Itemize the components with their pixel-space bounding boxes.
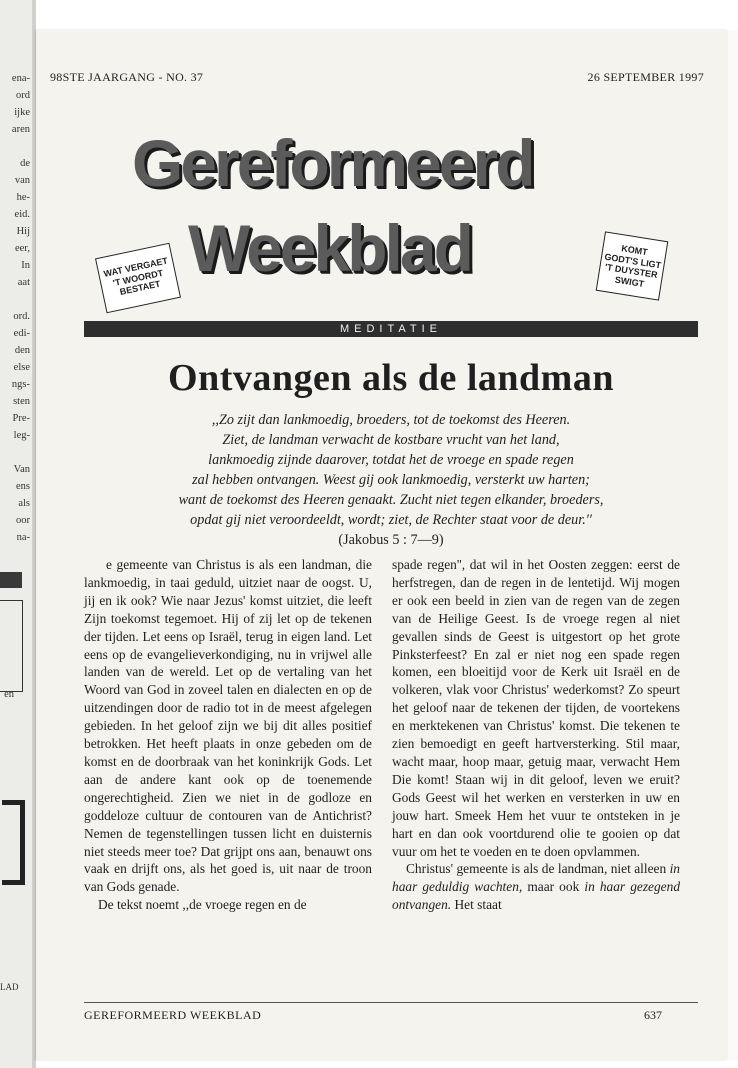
left-fragment: aren (11, 124, 30, 135)
motto-right-text: KOMT GODT'S LIGT 'T DUYSTER SWIGT (603, 243, 662, 289)
issue-date: 26 SEPTEMBER 1997 (587, 70, 704, 84)
quote-line: opdat gij niet veroordeeldt, wordt; ziet, de Rechter staat voor de deur.'' (190, 512, 592, 528)
left-fragment: eer, (14, 243, 30, 254)
masthead (50, 70, 704, 84)
emphasis: in haar geduldig wachten, (392, 861, 680, 895)
left-fragment: Van (13, 464, 30, 475)
left-fragment: In (21, 260, 30, 271)
quote-line: ,,Zo zijt dan lankmoedig, broeders, tot de toekomst des Heeren. (211, 412, 571, 428)
left-fragment: he- (16, 192, 30, 203)
page-content (36, 30, 728, 1060)
left-fragment: edi- (13, 328, 30, 339)
left-fragment: van (14, 175, 30, 186)
column-1 (84, 556, 372, 914)
motto-stamp-left (95, 243, 181, 314)
left-fragment: aat (17, 277, 30, 288)
left-fragment: als (18, 498, 30, 509)
article-title: Ontvangen als de landman (168, 357, 614, 399)
motto-left-text: WAT VERGAET 'T WOORDT BESTAET (102, 255, 169, 298)
text-run: Christus' gemeente is als de landman, niet alleen (406, 861, 670, 877)
left-fragment: sten (13, 396, 30, 407)
quote-line: zal hebben ontvangen. Weest gij ook lankmoedig, versterkt uw harten; (192, 472, 590, 488)
quote-line: lankmoedig zijnde daarover, totdat het de vroege en spade regen (208, 452, 574, 468)
footer-rule (84, 1002, 698, 1003)
left-fragment: else (13, 362, 30, 373)
left-fragment: ord (16, 90, 30, 101)
left-fragment: ena- (11, 73, 30, 84)
scripture-quote (96, 410, 686, 550)
left-fragment: en (4, 689, 14, 700)
quote-line: Ziet, de landman verwacht de kostbare vrucht van het land, (222, 432, 560, 448)
page-edge (728, 30, 738, 1060)
left-fragment: Pre- (12, 413, 30, 424)
text-run: Het staat (451, 897, 502, 913)
left-fragment: ijke (14, 107, 30, 118)
left-thick-frame (2, 800, 25, 885)
quote-line: want de toekomst des Heeren genaakt. Zucht niet tegen elkander, broeders, (178, 492, 604, 508)
text-run: maar ook (522, 879, 585, 895)
column-1-para-1: e gemeente van Christus is als een landman, die lankmoedig, in taai geduld, uitziet naar de oogst. U, jij en ik ook? Wie naar Jezus' komst uitziet, die leeft Zijn toekomst tegemoet. Hij of zij let op de tekenen der tijden. Let eens op Israël, terug in eigen land. Let eens op de evangelieverkondiging, nu in vrijwel alle landen van de wereld. Let op de vertaling van het Woord van God in zoveel talen en dialecten en op de uitzendingen door de radio tot in de meest afgelegen gebieden. In het geloof zijn we bij dit alles positief betrokken. Het heeft plaats in onze gebeden om de komst en de doorbraak van het koninkrijk Gods. Let aan de andere kant ook op de toenemende ongerechtigheid. Zien we niet in de godloze en goddeloze cultuur de contouren van de Antichrist? Nemen de tegenstellingen tussen licht en duisternis niet steeds meer toe? Dat grijpt ons aan, benauwt ons vaak en drijft ons, als het goed is, uit naar de troon van Gods genade. (84, 557, 372, 895)
footer-publication: GEREFORMEERD WEEKBLAD (84, 1008, 262, 1022)
left-facing-page (0, 0, 32, 1068)
left-fragment: leg- (13, 430, 30, 441)
left-fragment: eid. (14, 209, 30, 220)
section-banner: MEDITATIE (84, 321, 698, 337)
logo-line-2: Weekblad (188, 211, 471, 285)
left-fragment: ens (16, 481, 30, 492)
left-fragment: na- (16, 532, 30, 543)
left-dark-bar (0, 572, 22, 588)
left-fragment: oor (16, 515, 30, 526)
paragraph (84, 556, 372, 896)
issue-info: 98STE JAARGANG - NO. 37 (50, 70, 204, 84)
quote-reference: (Jakobus 5 : 7—9) (338, 532, 444, 548)
logo-line-1: Gereformeerd (132, 126, 533, 200)
left-fragment: ord. (13, 311, 30, 322)
column-2-para-2 (392, 860, 680, 914)
column-2 (392, 556, 680, 914)
column-1-para-2: De tekst noemt ,,de vroege regen en de (98, 897, 307, 913)
left-fragment: Hij (16, 226, 30, 237)
left-fragment: de (20, 158, 30, 169)
left-fragment: ngs- (11, 379, 30, 390)
left-footer-fragment: LAD (0, 982, 19, 992)
motto-stamp-right (596, 231, 669, 300)
column-2-para-1: spade regen'', dat wil in het Oosten zeggen: eerst de herfstregen, dan de regen in de lentetijd. Wij mogen er ook een beeld in zien van de regen van de zegen van de Heilige Geest. Is de vroege regen al niet gevallen sinds de Geest is uitgestort op het grote Pinksterfeest? En zal er niet nog een spade regen komen, een bloeitijd voor de Kerk uit Israël en de volkeren, vlak voor Christus' wederkomst? Zo speurt het geloof naar de tekenen der tijden, de voortekens en merktekenen van Christus' komst. Die tekenen te zien bemoedigt en geeft hartversterking. Stil maar, wacht maar, hoop maar, getuig maar, verwacht Hem Die komt! Staan wij in dit geloof, leven we eruit? Gods Geest wil het werken en versterken in uw en jouw hart. Smeek Hem het vuur te ontsteken in je hart en dan ook voortdurend olie te gooien op dat vuur om het te voeden en te doen opvlammen. (392, 557, 680, 859)
page-number: 637 (644, 1008, 662, 1022)
left-boxed-area (0, 600, 23, 692)
left-fragment: den (14, 345, 30, 356)
emphasis: in haar gezegend ontvangen. (392, 879, 681, 913)
